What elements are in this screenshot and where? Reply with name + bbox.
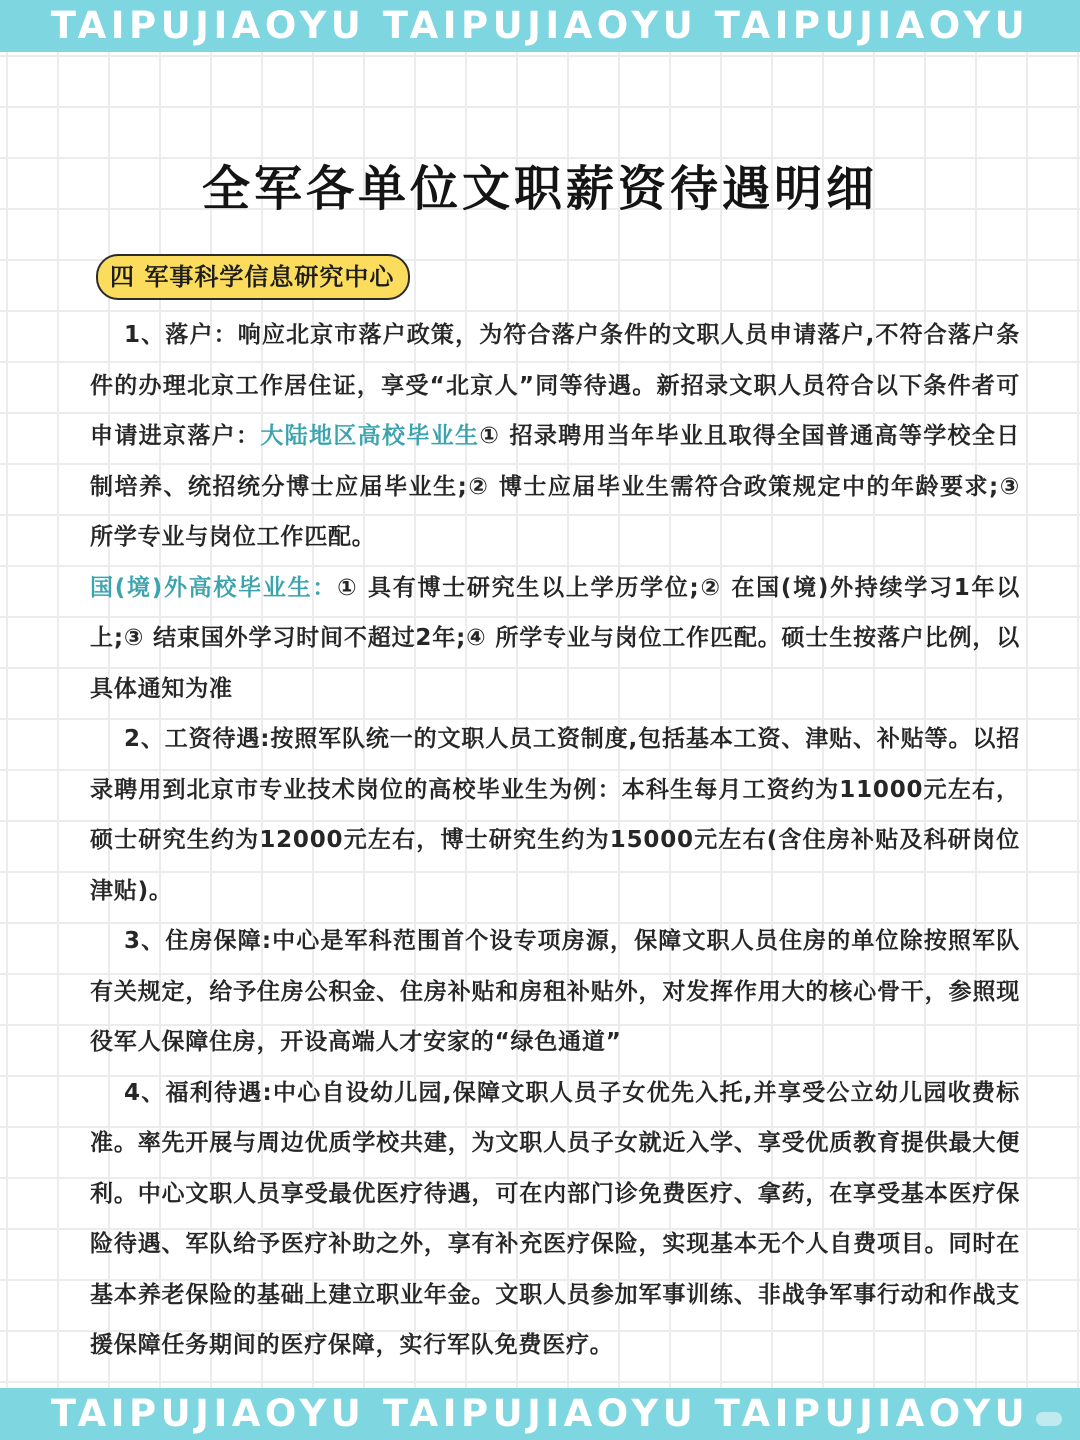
section-tag-label: 四 军事科学信息研究中心 xyxy=(110,263,395,291)
paragraph-salary: 2、工资待遇:按照军队统一的文职人员工资制度,包括基本工资、津贴、补贴等。以招录聘用到北京市专业技术岗位的高校毕业生为例：本科生每月工资约为11000元左右，硕士研究生约为12000元左右，博士研究生约为15000元左右(含住房补贴及科研岗位津贴)。 xyxy=(90,726,1020,904)
hukou-text-1: 1、落户：响应北京市落户政策，为符合落户条件的文职人员申请落户,不符合落户条件的办理北京工作居住证，享受“北京人”同等待遇。新招录文职人员符合以下条件者可申请进京落户： xyxy=(90,322,1020,449)
top-banner-text: TAIPUJIAOYU TAIPUJIAOYU TAIPUJIAOYU xyxy=(50,4,1030,47)
paragraph-hukou xyxy=(90,310,1020,714)
hukou-text-3: ① 具有博士研究生以上学历学位;② 在国(境)外持续学习1年以上;③ 结束国外学习时间不超过2年;④ 所学专业与岗位工作匹配。硕士生按落户比例，以具体通知为准 xyxy=(90,574,1020,702)
top-banner xyxy=(0,0,1080,52)
article-body xyxy=(90,310,1020,1371)
paragraph-housing: 3、住房保障:中心是军科范围首个设专项房源，保障文职人员住房的单位除按照军队有关规定，给予住房公积金、住房补贴和房租补贴外，对发挥作用大的核心骨干，参照现役军人保障住房，开设高端人才安家的“绿色通道” xyxy=(90,928,1020,1055)
highlight-overseas-graduates: 国(境)外高校毕业生： xyxy=(90,574,338,601)
bottom-banner xyxy=(0,1388,1080,1440)
page-title: 全军各单位文职薪资待遇明细 xyxy=(201,161,878,217)
watermark-mark xyxy=(1036,1412,1062,1426)
hukou-text-2: ① 招录聘用当年毕业且取得全国普通高等学校全日制培养、统招统分博士应届毕业生;② 博士应届毕业生需符合政策规定中的年龄要求;③ 所学专业与岗位工作匹配。 xyxy=(90,423,1020,550)
paragraph-welfare: 4、福利待遇:中心自设幼儿园,保障文职人员子女优先入托,并享受公立幼儿园收费标准。率先开展与周边优质学校共建，为文职人员子女就近入学、享受优质教育提供最大便利。中心文职人员享受最优医疗待遇，可在内部门诊免费医疗、拿药，在享受基本医疗保险待遇、军队给予医疗补助之外，享有补充医疗保险，实现基本无个人自费项目。同时在基本养老保险的基础上建立职业年金。文职人员参加军事训练、非战争军事行动和作战支援保障任务期间的医疗保障，实行军队免费医疗。 xyxy=(90,1079,1020,1358)
highlight-mainland-graduates: 大陆地区高校毕业生 xyxy=(260,423,480,449)
bottom-banner-text: TAIPUJIAOYU TAIPUJIAOYU TAIPUJIAOYU xyxy=(50,1392,1030,1435)
section-tag xyxy=(96,254,410,300)
